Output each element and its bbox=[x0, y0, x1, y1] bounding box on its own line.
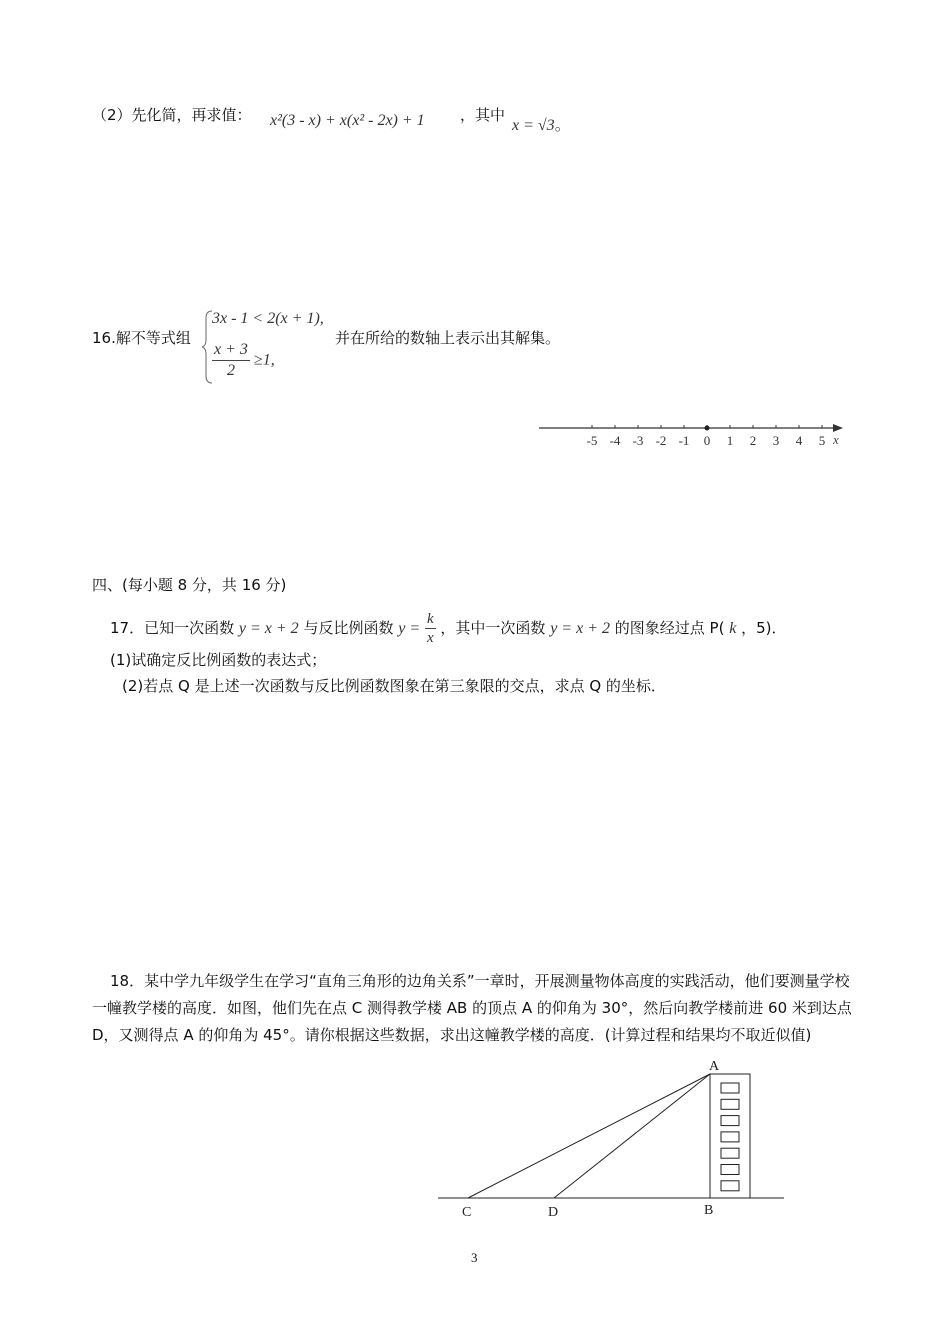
q17-p5: ，5)． bbox=[741, 619, 787, 637]
axis-tick-label: 5 bbox=[818, 433, 826, 448]
q16-line2-rel: ≥1, bbox=[253, 351, 275, 369]
label-d: D bbox=[548, 1205, 559, 1220]
line-ca bbox=[468, 1074, 710, 1198]
building-windows bbox=[721, 1083, 739, 1191]
q15-2-line bbox=[92, 104, 252, 125]
q17-f2-lhs: y = bbox=[398, 620, 421, 637]
building-window bbox=[721, 1099, 739, 1109]
q18-text: 18．某中学九年级学生在学习“直角三角形的边角关系”一章时，开展测量物体高度的实践活动，他们要测量学校一幢教学楼的高度．如图，他们先在点 C 测得教学楼 AB 的顶点 A 的仰角为 30°，然后向教学楼前进 60 米到达点 D，又测得点 A 的仰角为 45°。请你根据这些数据，求出这幢教学楼的高度．(计算过程和结果均不取近似值) bbox=[92, 972, 852, 1044]
building-window bbox=[721, 1116, 739, 1126]
q17-f1: y = x + 2 bbox=[238, 620, 299, 637]
q17-k: k bbox=[729, 620, 737, 637]
q17-f2-fraction bbox=[425, 610, 436, 647]
q18-diagram bbox=[436, 1055, 796, 1225]
q15-2-end: 。 bbox=[554, 117, 571, 134]
building-window bbox=[721, 1165, 739, 1175]
q16-frac-den: 2 bbox=[226, 362, 235, 379]
building-window bbox=[721, 1148, 739, 1158]
q16-label: 16.解不等式组 bbox=[92, 329, 191, 347]
q17-statement bbox=[110, 610, 787, 647]
q17-p1: 17．已知一次函数 bbox=[110, 619, 235, 637]
page-number: 3 bbox=[471, 1250, 478, 1265]
q17-f2-den: x bbox=[426, 630, 434, 646]
q16-inequality-system bbox=[202, 308, 332, 386]
axis-tick-label: 4 bbox=[795, 433, 803, 448]
q16-fraction bbox=[212, 340, 250, 381]
q17-p2: 与反比例函数 bbox=[303, 619, 394, 637]
axis-tick-label: 2 bbox=[749, 433, 757, 448]
q15-2-cond-text: x = √3 bbox=[512, 117, 555, 134]
axis-tick-label: -3 bbox=[632, 433, 644, 448]
q16-line2 bbox=[212, 340, 275, 381]
q15-2-mid: ，其中 bbox=[460, 106, 506, 124]
q16-line1: 3x - 1 < 2(x + 1), bbox=[212, 310, 324, 327]
q17-sub1: (1)试确定反比例函数的表达式； bbox=[110, 651, 327, 669]
q15-2-expression bbox=[270, 112, 425, 130]
axis-tick-label: -5 bbox=[586, 433, 598, 448]
label-c: C bbox=[462, 1205, 472, 1220]
axis-tick-label: -2 bbox=[655, 433, 667, 448]
building-window bbox=[721, 1181, 739, 1191]
section-title: 四、(每小题 8 分，共 16 分) bbox=[92, 576, 287, 594]
axis-var-label: x bbox=[833, 432, 839, 447]
building-window bbox=[721, 1083, 739, 1093]
label-b: B bbox=[704, 1203, 714, 1218]
q17-f2-num: k bbox=[426, 611, 434, 627]
label-a: A bbox=[709, 1059, 720, 1074]
q15-2-prefix: （2）先化简，再求值： bbox=[92, 106, 252, 124]
axis-tick-label: -4 bbox=[609, 433, 621, 448]
q16-suffix: 并在所给的数轴上表示出其解集。 bbox=[335, 329, 561, 347]
q17-f3: y = x + 2 bbox=[550, 620, 610, 637]
q17-p3: ，其中一次函数 bbox=[440, 619, 546, 637]
q16-frac-num: x + 3 bbox=[212, 340, 250, 361]
axis-tick-label: 0 bbox=[703, 433, 711, 448]
q17-p4: 的图象经过点 P( bbox=[614, 619, 725, 637]
q15-2-expr-text: x²(3 - x) + x(x² - 2x) + 1 bbox=[270, 112, 425, 129]
line-da bbox=[554, 1074, 710, 1198]
axis-tick-label: -1 bbox=[678, 433, 690, 448]
q15-2-condition bbox=[512, 112, 571, 135]
q17-sub2: (2)若点 Q 是上述一次函数与反比例函数图象在第三象限的交点，求点 Q 的坐标． bbox=[122, 677, 666, 695]
axis-tick-label: 1 bbox=[726, 433, 734, 448]
building-window bbox=[721, 1132, 739, 1142]
origin-dot bbox=[705, 426, 710, 431]
arrow-right-icon bbox=[833, 424, 843, 432]
number-line bbox=[535, 415, 865, 455]
axis-tick-label: 3 bbox=[772, 433, 780, 448]
